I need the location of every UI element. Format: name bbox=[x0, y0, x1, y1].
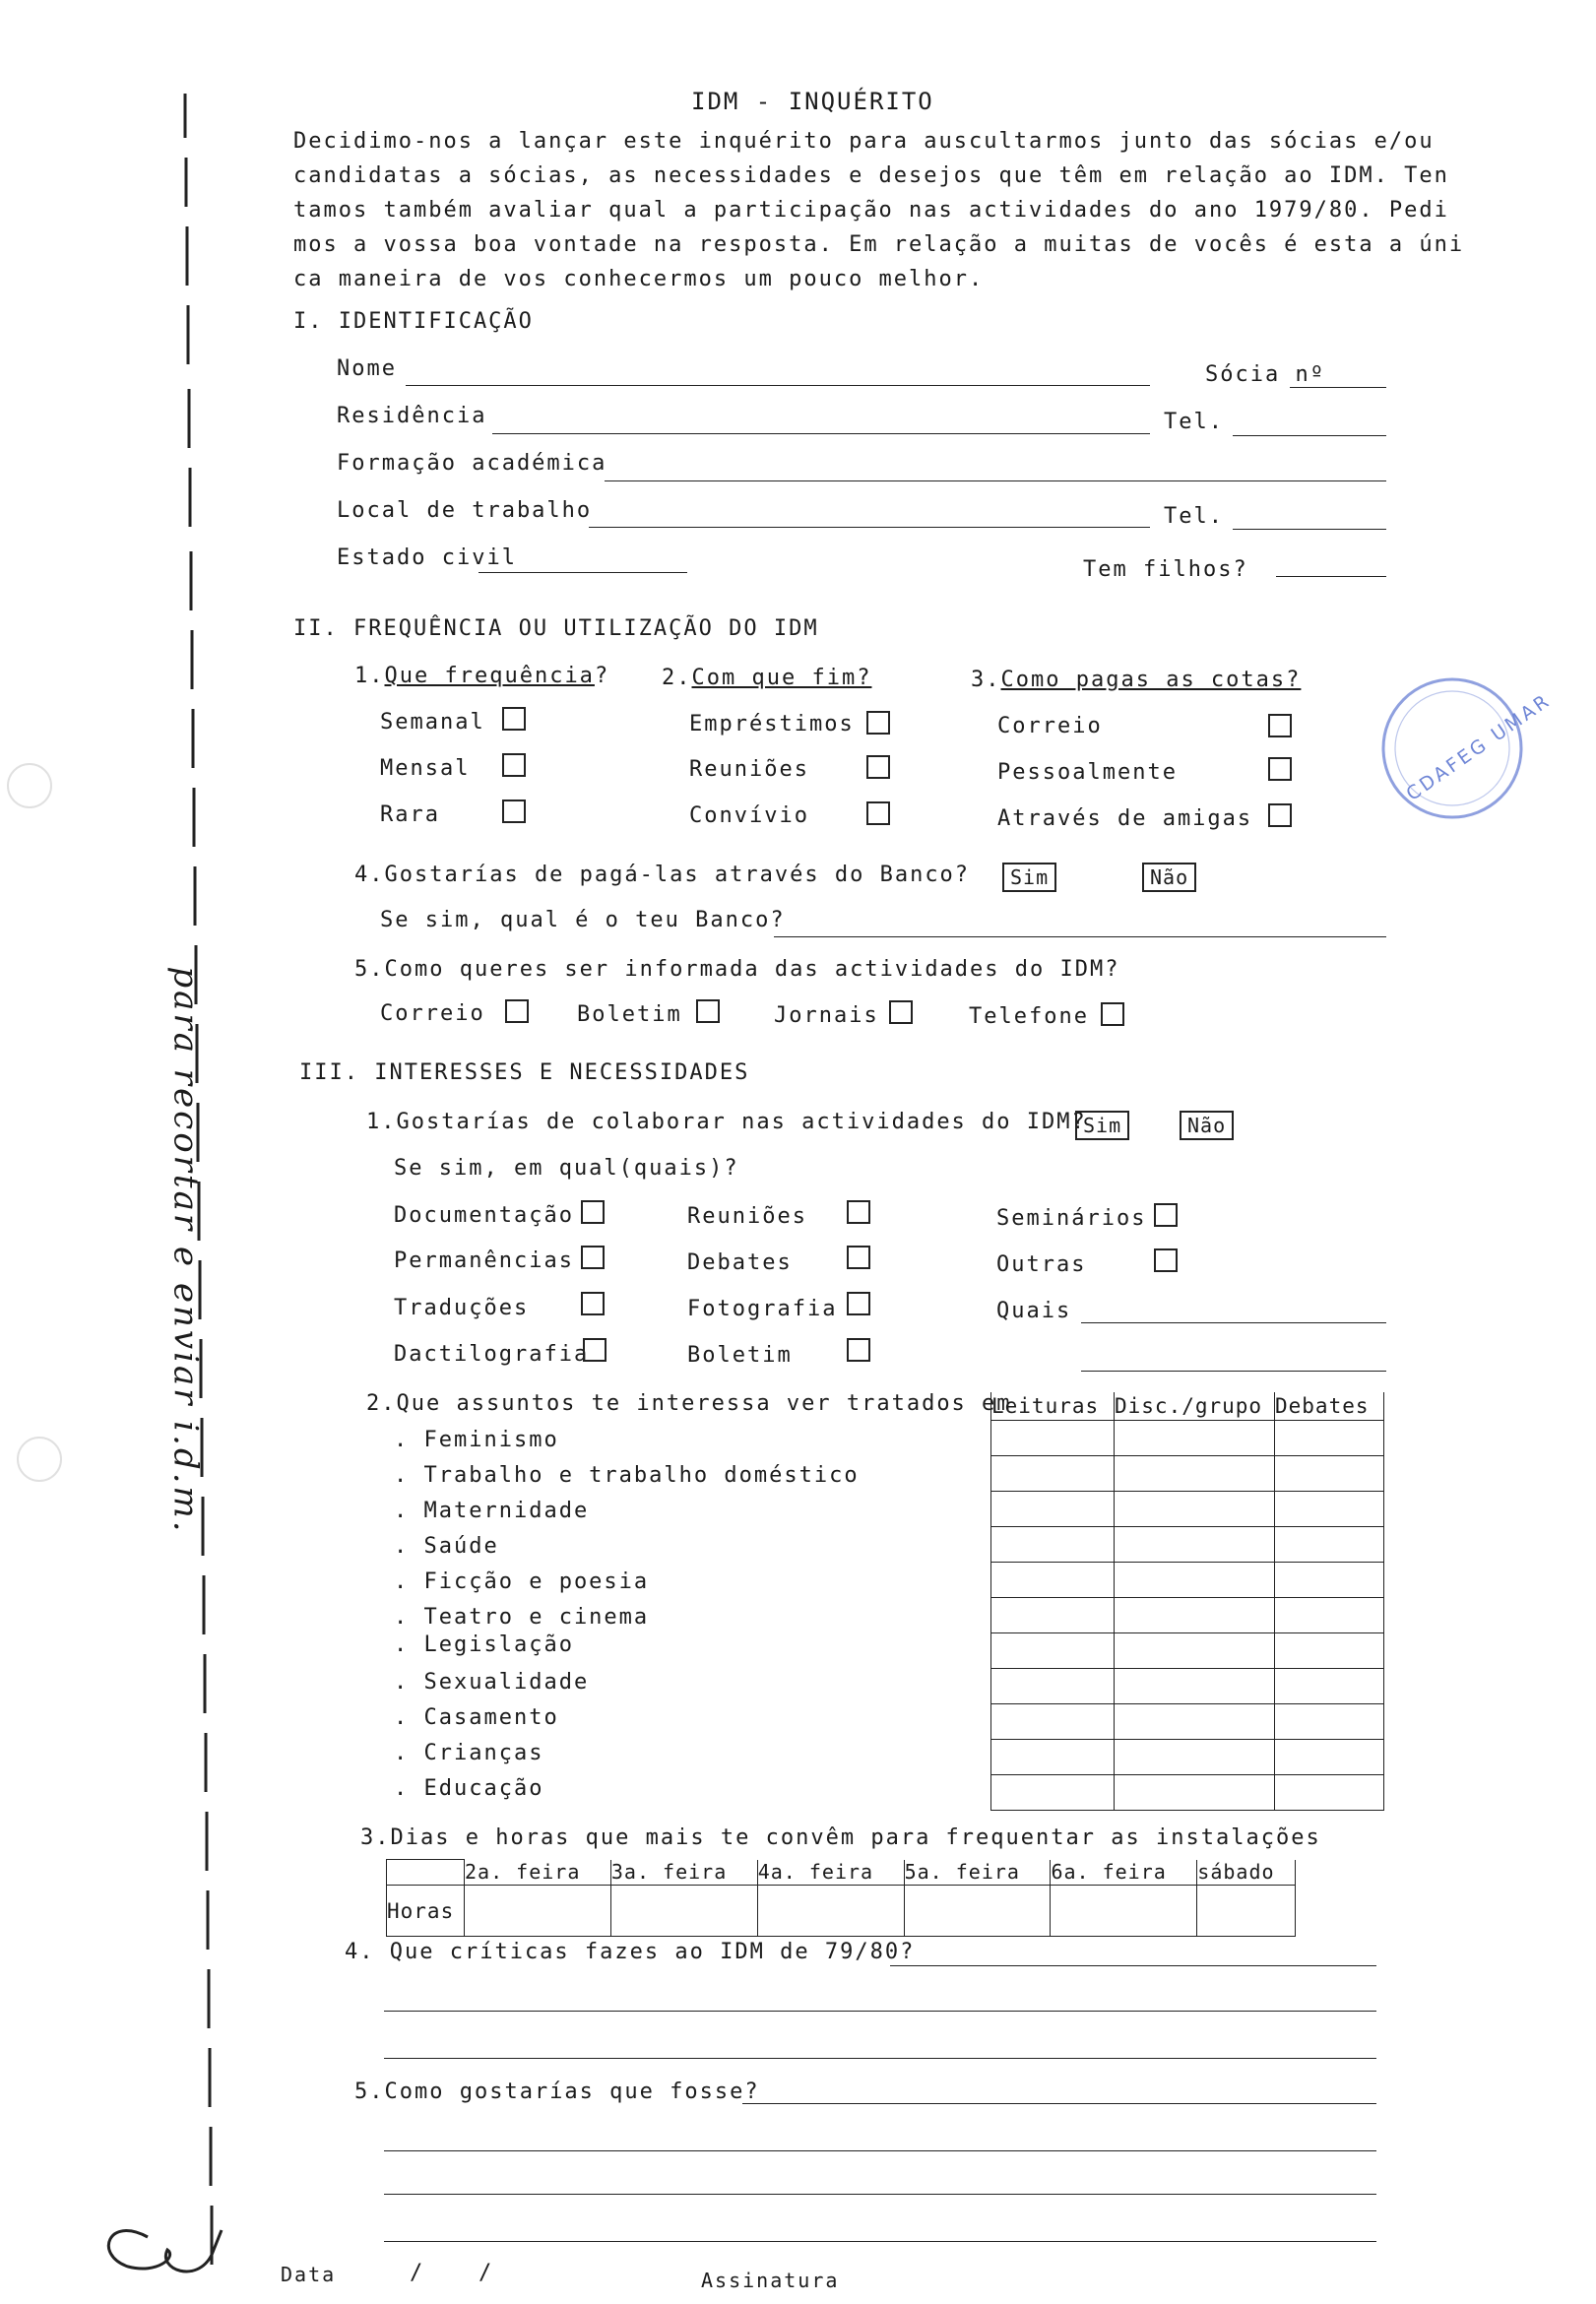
criticas-field[interactable] bbox=[890, 1965, 1376, 1966]
option-traducoes: Traduções bbox=[394, 1296, 530, 1320]
banco-field[interactable] bbox=[774, 936, 1386, 937]
stamp-icon bbox=[1383, 679, 1521, 817]
q-fim bbox=[662, 666, 871, 690]
option-pessoalmente: Pessoalmente bbox=[997, 760, 1178, 785]
socia-label: Sócia nº bbox=[1205, 362, 1325, 387]
q-como-fosse: 5.Como gostarías que fosse? bbox=[354, 2080, 760, 2104]
table-cell[interactable] bbox=[991, 1597, 1115, 1632]
option-info-correio: Correio bbox=[380, 1001, 485, 1026]
checkbox-info-telefone[interactable] bbox=[1101, 1002, 1124, 1026]
option-fotografia: Fotografia bbox=[687, 1297, 838, 1321]
day-header: 2a. feira bbox=[465, 1860, 611, 1886]
option-seminarios: Seminários bbox=[996, 1206, 1147, 1231]
table-cell[interactable] bbox=[1115, 1455, 1275, 1491]
table-cell[interactable] bbox=[991, 1491, 1115, 1526]
checkbox-info-jornais[interactable] bbox=[889, 1000, 913, 1024]
como-fosse-field-4[interactable] bbox=[384, 2241, 1376, 2242]
section-frequencia-heading: II. FREQUÊNCIA OU UTILIZAÇÃO DO IDM bbox=[293, 616, 819, 641]
table-cell[interactable] bbox=[1275, 1703, 1384, 1739]
page-title: IDM - INQUÉRITO bbox=[691, 88, 934, 115]
intro-line: mos a vossa boa vontade na resposta. Em relação a muitas de vocês é esta a úni bbox=[293, 232, 1465, 257]
table-cell[interactable] bbox=[1275, 1632, 1384, 1668]
checkbox-pessoalmente[interactable] bbox=[1268, 757, 1292, 781]
option-semanal: Semanal bbox=[380, 710, 485, 735]
table-cell[interactable] bbox=[1275, 1597, 1384, 1632]
col-header-debates: Debates bbox=[1275, 1392, 1384, 1420]
intro-line: ca maneira de vos conhecermos um pouco melhor. bbox=[293, 267, 985, 291]
table-cell[interactable] bbox=[991, 1562, 1115, 1597]
table-cell[interactable] bbox=[991, 1455, 1115, 1491]
option-info-telefone: Telefone bbox=[969, 1004, 1089, 1029]
nome-field[interactable] bbox=[406, 385, 1150, 386]
table-cell[interactable] bbox=[991, 1632, 1115, 1668]
quais-field-2[interactable] bbox=[1081, 1371, 1386, 1372]
checkbox-permanencias[interactable] bbox=[581, 1246, 605, 1269]
topic-item: . Crianças bbox=[394, 1741, 544, 1765]
col-header-leituras: Leituras bbox=[991, 1392, 1115, 1420]
option-rara: Rara bbox=[380, 802, 440, 827]
q-suffix: ? bbox=[594, 664, 610, 688]
table-cell[interactable] bbox=[991, 1739, 1115, 1774]
tel-label: Tel. bbox=[1164, 410, 1224, 434]
topic-item: . Legislação bbox=[394, 1632, 574, 1657]
table-cell[interactable] bbox=[991, 1526, 1115, 1562]
section-identificacao-heading: I. IDENTIFICAÇÃO bbox=[293, 309, 534, 334]
checkbox-colab-reunioes[interactable] bbox=[847, 1200, 870, 1224]
option-boletim: Boletim bbox=[687, 1343, 793, 1368]
criticas-field-2[interactable] bbox=[384, 2011, 1376, 2012]
option-info-jornais: Jornais bbox=[774, 1003, 879, 1028]
table-cell[interactable] bbox=[1275, 1526, 1384, 1562]
date-slash: / bbox=[410, 2261, 425, 2285]
table-cell[interactable] bbox=[1275, 1420, 1384, 1455]
intro-line: tamos também avaliar qual a participação nas actividades do ano 1979/80. Pedi bbox=[293, 198, 1449, 223]
option-emprestimos: Empréstimos bbox=[689, 712, 855, 736]
day-header: 4a. feira bbox=[757, 1860, 904, 1886]
checkbox-fotografia[interactable] bbox=[847, 1292, 870, 1315]
table-cell[interactable] bbox=[1115, 1526, 1275, 1562]
table-cell[interactable] bbox=[1115, 1597, 1275, 1632]
residencia-field[interactable] bbox=[492, 433, 1150, 434]
intro-line: candidatas a sócias, as necessidades e desejos que têm em relação ao IDM. Ten bbox=[293, 163, 1449, 188]
como-fosse-field-3[interactable] bbox=[384, 2194, 1376, 2195]
filhos-label: Tem filhos? bbox=[1083, 557, 1248, 582]
q-colaborar: 1.Gostarías de colaborar nas actividades do IDM? bbox=[366, 1110, 1087, 1134]
q-label: Como pagas as cotas? bbox=[1000, 668, 1302, 692]
table-cell[interactable] bbox=[1275, 1455, 1384, 1491]
residencia-label: Residência bbox=[337, 404, 487, 428]
option-reunioes: Reuniões bbox=[689, 757, 809, 782]
topic-item: . Ficção e poesia bbox=[394, 1569, 650, 1594]
table-cell[interactable] bbox=[1115, 1668, 1275, 1703]
estado-civil-label: Estado civil bbox=[337, 545, 517, 570]
table-cell[interactable] bbox=[1275, 1739, 1384, 1774]
colaborar-nao-button[interactable]: Não bbox=[1180, 1111, 1234, 1140]
checkbox-amigas[interactable] bbox=[1268, 803, 1292, 827]
checkbox-mensal[interactable] bbox=[502, 753, 526, 777]
table-cell[interactable] bbox=[1275, 1668, 1384, 1703]
q-number: 3. bbox=[971, 668, 1001, 692]
signature-scribble bbox=[108, 2230, 222, 2272]
option-correio: Correio bbox=[997, 714, 1103, 738]
option-documentacao: Documentação bbox=[394, 1203, 574, 1228]
horas-cell[interactable] bbox=[465, 1886, 611, 1937]
topic-item: . Casamento bbox=[394, 1705, 559, 1730]
topic-item: . Sexualidade bbox=[394, 1670, 590, 1695]
punch-hole-top bbox=[8, 764, 51, 807]
table-cell[interactable] bbox=[991, 1420, 1115, 1455]
topics-table bbox=[990, 1392, 1384, 1811]
checkbox-debates[interactable] bbox=[847, 1246, 870, 1269]
q-criticas: 4. Que críticas fazes ao IDM de 79/80? bbox=[345, 1940, 916, 1964]
local-trabalho-label: Local de trabalho bbox=[337, 498, 593, 523]
days-corner-cell bbox=[387, 1860, 465, 1886]
local-trabalho-field[interactable] bbox=[589, 527, 1150, 528]
date-slash: / bbox=[479, 2261, 494, 2285]
table-cell[interactable] bbox=[1275, 1491, 1384, 1526]
topic-item: . Trabalho e trabalho doméstico bbox=[394, 1463, 860, 1488]
table-cell[interactable] bbox=[1275, 1562, 1384, 1597]
checkbox-convivio[interactable] bbox=[866, 801, 890, 825]
checkbox-traducoes[interactable] bbox=[581, 1292, 605, 1315]
como-fosse-field[interactable] bbox=[742, 2103, 1376, 2104]
checkbox-semanal[interactable] bbox=[502, 707, 526, 731]
q-cotas bbox=[971, 668, 1301, 692]
option-debates: Debates bbox=[687, 1250, 793, 1275]
q-colaborar-sub: Se sim, em qual(quais)? bbox=[394, 1156, 739, 1181]
checkbox-dactilografia[interactable] bbox=[583, 1338, 606, 1362]
days-table bbox=[386, 1859, 1296, 1937]
como-fosse-field-2[interactable] bbox=[384, 2150, 1376, 2151]
col-header-disc: Disc./grupo bbox=[1115, 1392, 1275, 1420]
tel-work-field[interactable] bbox=[1233, 529, 1386, 530]
q-assuntos: 2.Que assuntos te interessa ver tratados em bbox=[366, 1391, 1012, 1416]
formacao-field[interactable] bbox=[605, 480, 1386, 481]
horas-cell[interactable] bbox=[904, 1886, 1051, 1937]
topic-item: . Saúde bbox=[394, 1534, 499, 1559]
estado-civil-field[interactable] bbox=[479, 572, 687, 573]
formacao-label: Formação académica bbox=[337, 451, 607, 476]
colaborar-sim-button[interactable]: Sim bbox=[1075, 1111, 1129, 1140]
q-informada: 5.Como queres ser informada das actividades do IDM? bbox=[354, 957, 1120, 982]
table-cell[interactable] bbox=[1115, 1774, 1275, 1810]
checkbox-seminarios[interactable] bbox=[1154, 1203, 1178, 1227]
checkbox-emprestimos[interactable] bbox=[866, 711, 890, 735]
table-cell[interactable] bbox=[991, 1774, 1115, 1810]
option-outras: Outras bbox=[996, 1252, 1087, 1277]
day-header: 5a. feira bbox=[904, 1860, 1051, 1886]
option-amigas: Através de amigas bbox=[997, 806, 1253, 831]
table-cell[interactable] bbox=[991, 1668, 1115, 1703]
option-info-boletim: Boletim bbox=[577, 1002, 682, 1027]
intro-paragraph bbox=[293, 124, 1465, 296]
horas-cell[interactable] bbox=[757, 1886, 904, 1937]
horas-label: Horas bbox=[387, 1886, 465, 1937]
table-cell[interactable] bbox=[1275, 1774, 1384, 1810]
table-cell[interactable] bbox=[1115, 1703, 1275, 1739]
day-header: 3a. feira bbox=[610, 1860, 757, 1886]
intro-line: Decidimo-nos a lançar este inquérito para auscultarmos junto das sócias e/ou bbox=[293, 129, 1435, 154]
horas-cell[interactable] bbox=[1051, 1886, 1197, 1937]
section-interesses-heading: III. INTERESSES E NECESSIDADES bbox=[299, 1060, 750, 1085]
checkbox-correio[interactable] bbox=[1268, 714, 1292, 737]
q-dias-horas: 3.Dias e horas que mais te convêm para frequentar as instalações bbox=[360, 1825, 1321, 1850]
topic-item: . Teatro e cinema bbox=[394, 1605, 650, 1630]
checkbox-info-correio[interactable] bbox=[505, 999, 529, 1023]
quais-field[interactable] bbox=[1081, 1322, 1386, 1323]
table-cell[interactable] bbox=[1115, 1562, 1275, 1597]
checkbox-rara[interactable] bbox=[502, 800, 526, 823]
nome-label: Nome bbox=[337, 356, 397, 381]
day-header: sábado bbox=[1197, 1860, 1296, 1886]
q-number: 1. bbox=[354, 664, 385, 688]
topic-item: . Feminismo bbox=[394, 1428, 559, 1452]
q-label: Que frequência bbox=[384, 664, 595, 688]
option-convivio: Convívio bbox=[689, 803, 809, 828]
option-colab-reunioes: Reuniões bbox=[687, 1204, 807, 1229]
topic-item: . Educação bbox=[394, 1776, 544, 1801]
option-mensal: Mensal bbox=[380, 756, 471, 781]
option-dactilografia: Dactilografia bbox=[394, 1342, 590, 1367]
banco-nao-button[interactable]: Não bbox=[1142, 863, 1196, 892]
punch-hole-bottom bbox=[18, 1438, 61, 1481]
topic-item: . Maternidade bbox=[394, 1499, 590, 1523]
assinatura-label: Assinatura bbox=[701, 2269, 840, 2292]
option-permanencias: Permanências bbox=[394, 1248, 574, 1273]
table-cell[interactable] bbox=[1115, 1420, 1275, 1455]
criticas-field-3[interactable] bbox=[384, 2058, 1376, 2059]
tel-field[interactable] bbox=[1233, 435, 1386, 436]
q-label: Com que fim? bbox=[691, 666, 872, 690]
horas-cell[interactable] bbox=[610, 1886, 757, 1937]
tel-work-label: Tel. bbox=[1164, 504, 1224, 529]
table-cell[interactable] bbox=[1115, 1491, 1275, 1526]
q-frequencia bbox=[354, 664, 609, 688]
checkbox-reunioes[interactable] bbox=[866, 755, 890, 779]
q-banco: 4.Gostarías de pagá-las através do Banco? bbox=[354, 863, 971, 887]
filhos-field[interactable] bbox=[1276, 576, 1386, 577]
table-cell[interactable] bbox=[1115, 1739, 1275, 1774]
checkbox-documentacao[interactable] bbox=[581, 1200, 605, 1224]
banco-sim-button[interactable]: Sim bbox=[1002, 863, 1056, 892]
table-cell[interactable] bbox=[991, 1703, 1115, 1739]
checkbox-info-boletim[interactable] bbox=[696, 999, 720, 1023]
socia-field[interactable] bbox=[1290, 387, 1386, 388]
side-note: para recortar e enviar i.d.m. bbox=[165, 966, 206, 1535]
data-label: Data bbox=[281, 2263, 337, 2286]
day-header: 6a. feira bbox=[1051, 1860, 1197, 1886]
checkbox-outras[interactable] bbox=[1154, 1248, 1178, 1272]
horas-cell[interactable] bbox=[1197, 1886, 1296, 1937]
checkbox-boletim[interactable] bbox=[847, 1338, 870, 1362]
quais-label: Quais bbox=[996, 1299, 1072, 1323]
table-cell[interactable] bbox=[1115, 1632, 1275, 1668]
q-number: 2. bbox=[662, 666, 692, 690]
stamp-text: CDAFEG UMAR bbox=[1402, 689, 1556, 805]
q-banco-sub: Se sim, qual é o teu Banco? bbox=[380, 908, 786, 932]
